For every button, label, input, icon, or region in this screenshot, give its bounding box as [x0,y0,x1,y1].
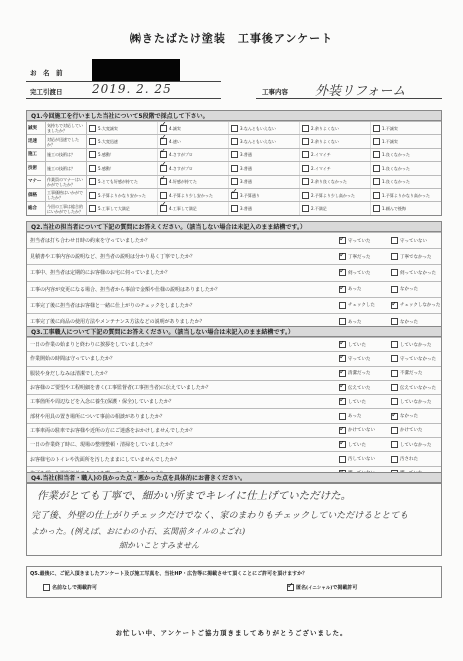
answer-checkbox[interactable] [339,427,346,434]
q1-option-label: 4.さすがプロ [169,152,193,158]
q1-option[interactable] [300,122,371,134]
q3-question: 作業開始の時間は守っていましたか？ [30,356,116,363]
answer-checkbox[interactable] [339,253,346,260]
q3-answer-option[interactable] [389,341,441,348]
q3-answer-option[interactable] [389,427,441,434]
q1-description: 施工の技術は？ [46,162,87,174]
remark-line-4: 細かいことすみません [119,541,199,550]
q3-question: お客様のご要望や工程明細を書く(工事監督者(工事担当者)に伝えていましたか？ [30,385,211,392]
q1-option[interactable] [158,149,229,161]
q1-row [27,188,441,201]
q1-option-label: 2.余りよくない [311,139,339,145]
q1-row [27,148,441,161]
q1-category: 価格 [27,189,46,201]
rating-checkbox[interactable] [89,125,96,132]
q1-description: 施工の技術は？ [46,149,87,161]
q2-answer-option[interactable] [337,286,389,293]
q2-row [27,297,441,313]
answer-label: なかった [400,414,418,420]
answer-label: 守っていなかった [400,356,436,362]
q3-row [27,337,441,351]
answer-label: していなかった [400,342,432,348]
answer-label: かけていた [400,428,423,434]
q1-description: 対応が迅速でしたか？ [46,135,87,147]
answer-checkbox[interactable] [339,355,346,362]
rating-checkbox[interactable] [373,192,380,199]
rating-checkbox[interactable] [89,151,96,158]
answer-checkbox[interactable] [391,398,398,405]
q1-option-label: 2.イマイチ [311,152,331,158]
q3-answer-option[interactable] [337,370,389,377]
q3-craftsmen-table [26,337,442,481]
q1-option-label: 3.普通 [240,165,252,171]
q1-option-label: 5.とても好感が持てた [98,179,138,185]
q1-option-label: 1.不誠実 [382,125,398,131]
q1-option[interactable] [158,202,229,214]
q1-option[interactable] [87,202,158,214]
q1-option[interactable] [158,122,229,134]
answer-checkbox[interactable] [391,237,398,244]
q1-option-label: 5.大変迅速 [98,139,118,145]
answer-label: 伝えていなかった [400,385,436,391]
q3-row [27,366,441,380]
rating-checkbox[interactable] [302,205,309,212]
q1-option-label: 1.良くなかった [382,179,410,185]
rating-checkbox[interactable] [89,165,96,172]
q2-heading: Q2.当社の担当者について下記の質問にお答えください。（該当しない場合は未記入のまま結構です。） [26,221,442,232]
q1-row [27,134,441,147]
rating-checkbox[interactable] [373,138,380,145]
q3-answer-option[interactable] [337,341,389,348]
q1-option[interactable] [229,189,300,201]
q2-answer-option[interactable] [337,253,389,260]
rating-checkbox[interactable] [231,151,238,158]
q2-staff-table [26,232,442,330]
q1-option-label: 5.予算よりかなり安かった [98,192,146,198]
q1-option[interactable] [371,162,441,174]
answer-label: チェックしなかった [400,303,441,309]
q2-answer-option[interactable] [389,318,441,325]
answer-label: あった [348,287,362,293]
q1-option[interactable] [229,176,300,188]
q1-option[interactable] [371,149,441,161]
rating-checkbox[interactable] [160,165,167,172]
rating-checkbox[interactable] [302,192,309,199]
redacted-customer-name [92,59,180,81]
q3-answer-option[interactable] [389,370,441,377]
q3-question: 部材や用具の置き場所について事前の相談がありましたか？ [30,413,165,420]
answer-checkbox[interactable] [339,286,346,293]
q2-question: 工事完了後に商品の使用方法やメンテナンス方法などの説明がありましたか？ [30,319,205,326]
q3-question: 一日の作業終了時に、現場の整理整頓・清掃をしていましたか？ [30,442,176,449]
answer-checkbox[interactable] [391,413,398,420]
q1-option-label: 3.普通 [240,206,252,212]
q3-answer-option[interactable] [337,413,389,420]
answer-label: 伺っていなかった [400,270,436,276]
q2-row [27,281,441,297]
answer-checkbox[interactable] [391,286,398,293]
answer-checkbox[interactable] [339,318,346,325]
q2-question: 工事中、担当者は定期的にお客様のお宅に伺っていましたか？ [30,270,171,277]
q3-row [27,451,441,465]
q1-option[interactable] [158,162,229,174]
rating-checkbox[interactable] [231,192,238,199]
answer-checkbox[interactable] [339,302,346,309]
q1-option-label: 4.速い [169,139,181,145]
q2-question: 担当者は打ち合わせ日時の約束を守っていましたか？ [30,238,151,245]
q2-question: 見積書や工事内容の説明など、担当者の説明は分かり易く丁寧でしたか？ [30,254,196,261]
q3-question: 工事箇所や周辺などを入念に養生(保護・保全)していましたか？ [30,399,174,406]
q5-initials-checkbox[interactable] [287,584,294,591]
answer-checkbox[interactable] [391,384,398,391]
answer-label: かけていない [348,428,375,434]
q2-question: 工事完了後に担当者はお客様と一緒に仕上がりのチェックをしましたか？ [30,302,195,309]
q2-answer-option[interactable] [337,269,389,276]
rating-checkbox[interactable] [89,205,96,212]
q3-answer-option[interactable] [337,398,389,405]
answer-checkbox[interactable] [339,398,346,405]
answer-label: していた [348,399,366,405]
rating-checkbox[interactable] [160,205,167,212]
q1-option[interactable] [87,189,158,201]
q1-option[interactable] [158,189,229,201]
q1-option-label: 2.不満足 [311,206,327,212]
answer-label: あった [348,319,362,325]
q3-row [27,394,441,408]
answer-checkbox[interactable] [391,355,398,362]
q1-option-label: 1.予算よりかなり高かった [382,192,430,198]
q3-answer-option[interactable] [389,384,441,391]
rating-checkbox[interactable] [373,125,380,132]
q1-option[interactable] [229,202,300,214]
customer-name-label: お 名 前 [30,69,63,77]
answer-label: 汚された [400,457,418,463]
answer-label: 丁寧でなかった [400,254,432,260]
rating-checkbox[interactable] [231,138,238,145]
q1-option[interactable] [300,149,371,161]
q1-option[interactable] [300,135,371,147]
q1-option[interactable] [371,176,441,188]
q1-row [27,161,441,174]
answer-checkbox[interactable] [391,253,398,260]
q3-answer-option[interactable] [337,384,389,391]
answer-label: 守っていた [348,238,371,244]
q2-answer-option[interactable] [389,302,441,309]
answer-checkbox[interactable] [339,456,346,463]
q1-option-label: 3.なんともいえない [240,125,276,131]
q3-row [27,351,441,365]
answer-checkbox[interactable] [391,370,398,377]
rating-checkbox[interactable] [231,165,238,172]
work-content-label: 工事内容 [262,88,288,96]
answer-label: なかった [400,319,418,325]
answer-checkbox[interactable] [391,318,398,325]
q1-description: 今回の工事は総合的にいかがでしたか？ [46,202,87,214]
q1-option[interactable] [87,135,158,147]
q1-option-label: 4.予算より少し安かった [169,192,213,198]
q1-option-label: 4.さすがプロ [169,165,193,171]
q1-option-label: 2.余り良くなかった [311,179,347,185]
remark-line-3: よかった。(例えば、おにわの小石、玄関前タイルのよごれ) [31,527,246,536]
q1-option-label: 4.好感が持てた [169,179,197,185]
q1-description: 気持ちで対応していましたか？ [46,122,87,134]
survey-title: ㈱きたばたけ塗装 工事後アンケート [129,32,334,45]
q1-option-label: 2.イマイチ [311,165,331,171]
q1-option[interactable] [87,162,158,174]
rating-checkbox[interactable] [160,125,167,132]
answer-label: 清潔だった [348,371,371,377]
answer-checkbox[interactable] [391,456,398,463]
rating-checkbox[interactable] [160,192,167,199]
q1-option-label: 4.誠実 [169,125,181,131]
q1-heading: Q1.今回施工を行いました当社について5段階で採点して下さい。 [26,110,442,121]
q1-option[interactable] [371,189,441,201]
q5-no-name-label: 名前なしで掲載許可 [52,585,98,591]
q3-answer-option[interactable] [337,427,389,434]
rating-checkbox[interactable] [89,192,96,199]
q2-question: 工事の内容が変更になる場合、担当者から事前で金額や仕様の説明はありましたか？ [30,286,221,293]
q3-answer-option[interactable] [389,456,441,463]
q3-row [27,423,441,437]
q1-description: 作業員のマナーはいかがでしたか？ [46,176,87,188]
answer-checkbox[interactable] [391,441,398,448]
q2-answer-option[interactable] [389,253,441,260]
answer-label: 丁寧だった [348,254,371,260]
q5-initials-mid: (イニシャル) [306,585,333,591]
remark-line-1: 作業がとても丁寧で、細かい所までキレイに仕上げていただけた。 [37,490,352,502]
q5-initials-prefix: 匿名 [296,585,307,591]
answer-label: 守っていた [348,356,371,362]
q5-option-initials[interactable] [285,584,357,591]
answer-checkbox[interactable] [391,269,398,276]
remark-line-2: 完了後、外壁の仕上がりチェックだけでなく、家のまわりもチェックしていただけるととても [31,511,409,521]
q1-option-label: 1.良くなかった [382,152,410,158]
q2-answer-option[interactable] [337,318,389,325]
q3-answer-option[interactable] [337,355,389,362]
answer-label: チェックした [348,303,375,309]
q1-category: 技術 [27,162,46,174]
q1-row [27,121,441,134]
rating-checkbox[interactable] [373,178,380,185]
q1-option-label: 3.普通 [240,152,252,158]
q3-question: 服装や身だしなみは清潔でしたか？ [30,370,111,377]
q1-option[interactable] [229,135,300,147]
q1-option[interactable] [158,176,229,188]
q1-option-label: 5.工事して大満足 [98,206,130,212]
q2-answer-option[interactable] [337,302,389,309]
q1-option-label: 3.普通 [240,179,252,185]
q1-option[interactable] [87,176,158,188]
answer-label: していた [348,342,366,348]
q3-question: 一日の作業の始まりと終わりに挨拶をしていましたか？ [30,342,156,349]
q3-answer-option[interactable] [389,441,441,448]
answer-checkbox[interactable] [339,384,346,391]
thank-you-footer: お忙しい中、アンケートご協力頂きましてありがとうございました。 [115,629,348,637]
answer-label: 伺っていた [348,270,371,276]
answer-label: 汚していない [348,457,375,463]
q1-option[interactable] [229,149,300,161]
q1-row [27,201,441,214]
rating-checkbox[interactable] [373,165,380,172]
rating-checkbox[interactable] [89,138,96,145]
answer-label: していなかった [400,442,432,448]
q1-category: 迅速 [27,135,46,147]
q1-option[interactable] [87,149,158,161]
q1-option[interactable] [87,122,158,134]
q1-category: 総合 [27,202,46,214]
rating-checkbox[interactable] [302,138,309,145]
q1-option-label: 5.大変誠実 [98,125,118,131]
q3-answer-option[interactable] [337,441,389,448]
q1-option[interactable] [371,135,441,147]
q1-description: 工事価格はいかがでしたか？ [46,189,87,201]
answer-label: 守っていない [400,238,427,244]
q2-answer-option[interactable] [389,269,441,276]
q4-heading: Q4.当社(担当者・職人)の良かった点・悪かった点を具体的にお書きください。 [26,472,442,483]
q4-remarks-box[interactable] [26,483,442,556]
q1-option-label: 2.予算より少し高かった [311,192,355,198]
q3-row [27,408,441,422]
rating-checkbox[interactable] [89,178,96,185]
q2-answer-option[interactable] [389,286,441,293]
q1-category: 誠実 [27,122,46,134]
answer-checkbox[interactable] [339,370,346,377]
date-underline [26,98,221,99]
answer-checkbox[interactable] [391,302,398,309]
q1-row [27,175,441,188]
rating-checkbox[interactable] [231,125,238,132]
rating-checkbox[interactable] [160,151,167,158]
answer-checkbox[interactable] [339,413,346,420]
q3-question: お客様宅のトイレや洗面所を汚したままにしていませんでしたか？ [30,456,180,463]
rating-checkbox[interactable] [231,178,238,185]
rating-checkbox[interactable] [302,125,309,132]
q2-row [27,264,441,280]
q1-option-label: 1.頼んで後悔 [382,206,406,212]
answer-label: 不潔だった [400,371,423,377]
q5-permission-box [26,566,442,598]
answer-checkbox[interactable] [339,237,346,244]
q3-answer-option[interactable] [389,398,441,405]
q3-question: 工事車両の駐車でお客様や近所の方にご迷惑をおかけしませんでしたか？ [30,427,196,434]
q1-option[interactable] [229,122,300,134]
rating-checkbox[interactable] [373,151,380,158]
completion-date-value: 2019. 2. 25 [92,82,172,96]
q3-row [27,380,441,394]
answer-checkbox[interactable] [339,441,346,448]
answer-label: 伝えていた [348,385,371,391]
answer-label: なかった [400,287,418,293]
q1-option[interactable] [229,162,300,174]
q1-option[interactable] [371,122,441,134]
rating-checkbox[interactable] [160,178,167,185]
q3-heading: Q3.工事職人について下記の質問にお答えください。（該当しない場合は未記入のまま結構です。） [26,326,442,337]
q1-option[interactable] [300,176,371,188]
rating-checkbox[interactable] [302,165,309,172]
q1-option-label: 3.なんともいえない [240,139,276,145]
work-content-value: 外装リフォーム [315,84,406,99]
q1-option-label: 4.工事して満足 [169,206,197,212]
q1-option-label: 2.余りよくない [311,125,339,131]
q1-category: 施工 [27,149,46,161]
q3-row [27,437,441,451]
rating-checkbox[interactable] [373,205,380,212]
q1-option[interactable] [300,202,371,214]
rating-checkbox[interactable] [302,178,309,185]
q3-answer-option[interactable] [389,355,441,362]
work-underline [256,98,442,99]
q1-option[interactable] [300,189,371,201]
answer-label: していた [348,442,366,448]
q3-answer-option[interactable] [389,413,441,420]
q1-option-label: 1.良くなかった [382,165,410,171]
completion-date-label: 完工引渡日 [30,88,63,96]
q2-row [27,232,441,248]
q2-answer-option[interactable] [389,237,441,244]
q5-no-name-checkbox[interactable] [43,584,50,591]
answer-checkbox[interactable] [391,341,398,348]
answer-checkbox[interactable] [339,341,346,348]
q1-rating-table [26,121,442,216]
q2-answer-option[interactable] [337,237,389,244]
q1-option[interactable] [158,135,229,147]
q1-option-label: 5.感動！ [98,152,114,158]
q1-option-label: 1.不誠実 [382,139,398,145]
q1-option-label: 5.感動！ [98,165,114,171]
answer-label: していなかった [400,399,432,405]
answer-checkbox[interactable] [339,269,346,276]
q1-category: マナー [27,176,46,188]
rating-checkbox[interactable] [160,138,167,145]
answer-label: あった [348,414,362,420]
rating-checkbox[interactable] [302,151,309,158]
q3-answer-option[interactable] [337,456,389,463]
q5-heading: Q5.最後に、ご記入頂きましたアンケート及び施工写真を、当社HP・広告等に掲載させて頂くことにご許可を頂けますか？ [30,571,308,577]
q1-option[interactable] [371,202,441,214]
rating-checkbox[interactable] [231,205,238,212]
q5-initials-suffix: で掲載許可 [332,585,358,591]
answer-checkbox[interactable] [391,427,398,434]
q2-row [27,248,441,264]
q1-option-label: 3.予算通り [240,192,260,198]
q5-option-no-name[interactable] [41,584,97,591]
q1-option[interactable] [300,162,371,174]
